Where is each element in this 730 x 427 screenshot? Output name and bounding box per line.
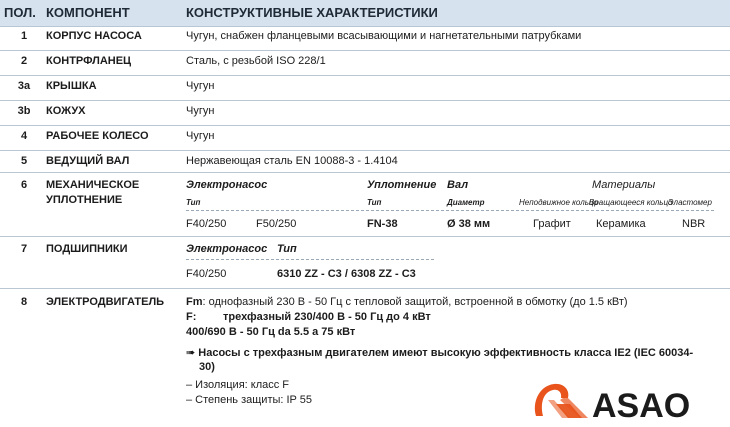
motor-efficiency-note-2: 30) — [199, 361, 215, 373]
component-description: Нержавеющая сталь EN 10088-3 - 1.4104 — [186, 155, 398, 167]
bearing-pump-value: F40/250 — [186, 268, 227, 280]
asao-logo — [530, 374, 730, 424]
asao-logo-text: ASAO — [592, 387, 691, 424]
component-name: РАБОЧЕЕ КОЛЕСО — [46, 130, 149, 142]
motor-protection: – Степень защиты: IP 55 — [186, 394, 312, 406]
seal-elastomer-value: NBR — [682, 218, 706, 230]
component-description: Чугун — [186, 80, 215, 92]
motor-fm-line — [186, 296, 628, 308]
row-number: 6 — [20, 179, 28, 191]
seal-header-seal: Уплотнение — [367, 179, 437, 191]
component-name: КОЖУХ — [46, 105, 86, 117]
row-number: 7 — [20, 243, 28, 255]
component-description: Сталь, с резьбой ISO 228/1 — [186, 55, 326, 67]
component-name: КОНТРФЛАНЕЦ — [46, 55, 132, 67]
seal-header-materials: Материалы — [592, 179, 656, 191]
row-number: 2 — [20, 55, 28, 67]
seal-pump-2: F50/250 — [256, 218, 297, 230]
seal-sub-rotating: Вращающееся кольцо — [589, 198, 673, 207]
seal-pump-1: F40/250 — [186, 218, 227, 230]
row-divider — [0, 150, 730, 151]
motor-fm-text: : однофазный 230 В - 50 Гц с тепловой защитой, встроенной в обмотку (до 1.5 кВт) — [202, 296, 628, 308]
row-divider — [0, 172, 730, 173]
header-component: КОМПОНЕНТ — [46, 5, 130, 20]
component-name: КОРПУС НАСОСА — [46, 30, 142, 42]
motor-efficiency-note: ➠ Насосы с трехфазным двигателем имеют высокую эффективность класса IE2 (IEC 60034- — [186, 347, 694, 359]
header-pos: ПОЛ. — [4, 5, 36, 20]
component-name: ЭЛЕКТРОДВИГАТЕЛЬ — [46, 296, 165, 308]
component-name: МЕХАНИЧЕСКОЕ — [46, 179, 140, 191]
component-description: Чугун, снабжен фланцевыми всасывающими и нагнетательными патрубками — [186, 30, 582, 42]
seal-sub-diameter: Диаметр — [447, 198, 485, 207]
row-divider — [0, 75, 730, 76]
component-name: ПОДШИПНИКИ — [46, 243, 128, 255]
seal-sub-stationary: Неподвижное кольцо — [519, 198, 598, 207]
row-number: 5 — [20, 155, 28, 167]
motor-f-label: F: — [186, 311, 197, 323]
row-divider — [0, 288, 730, 289]
row-number: 4 — [20, 130, 28, 142]
bearing-divider — [186, 259, 434, 260]
row-number: 8 — [20, 296, 28, 308]
seal-stationary-value: Графит — [533, 218, 571, 230]
motor-f-line2: 400/690 В - 50 Гц da 5.5 a 75 кВт — [186, 326, 356, 338]
component-description: Чугун — [186, 130, 215, 142]
asao-logo-mark — [530, 374, 730, 424]
component-name: КРЫШКА — [46, 80, 97, 92]
row-number: 3b — [17, 105, 31, 117]
bearing-header-pump: Электронасос — [186, 243, 268, 255]
row-number: 3a — [17, 80, 31, 92]
seal-sub-type-seal: Тип — [367, 198, 382, 207]
seal-header-pump: Электронасос — [186, 179, 268, 191]
seal-type-value: FN-38 — [367, 218, 398, 230]
row-divider — [0, 26, 730, 27]
row-number: 1 — [20, 30, 28, 42]
seal-divider — [186, 210, 714, 211]
seal-rotating-value: Керамика — [596, 218, 646, 230]
motor-insulation: – Изоляция: класс F — [186, 379, 290, 391]
seal-diameter-value: Ø 38 мм — [447, 218, 491, 230]
seal-header-shaft: Вал — [447, 179, 469, 191]
seal-sub-elastomer: Эластомер — [668, 198, 712, 207]
component-description: Чугун — [186, 105, 215, 117]
component-name: ВЕДУЩИЙ ВАЛ — [46, 155, 130, 167]
motor-f-text: трехфазный 230/400 В - 50 Гц до 4 кВт — [223, 311, 431, 323]
bearing-header-type: Тип — [277, 243, 297, 255]
motor-fm-label: Fm — [186, 296, 203, 308]
row-divider — [0, 50, 730, 51]
row-divider — [0, 236, 730, 237]
component-name-2: УПЛОТНЕНИЕ — [46, 194, 123, 206]
row-divider — [0, 125, 730, 126]
bearing-type-value: 6310 ZZ - C3 / 6308 ZZ - C3 — [277, 268, 416, 280]
row-divider — [0, 100, 730, 101]
header-characteristics: КОНСТРУКТИВНЫЕ ХАРАКТЕРИСТИКИ — [186, 5, 438, 20]
seal-sub-type-pump: Тип — [186, 198, 201, 207]
